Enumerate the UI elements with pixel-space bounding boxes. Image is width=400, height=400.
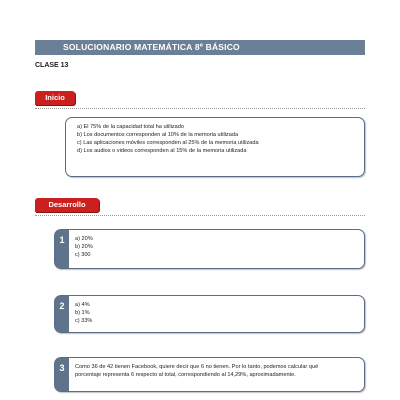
- question-box-1: [54, 229, 365, 269]
- section-divider: [35, 108, 365, 109]
- question-answers: [75, 301, 92, 325]
- question-answers: [75, 363, 345, 379]
- page-title: SOLUCIONARIO MATEMÁTICA 8º BÁSICO: [35, 40, 365, 55]
- answer-line: a) 4%: [75, 302, 90, 308]
- answer-line: b) Los documentos corresponden al 10% de la memoria utilizada: [77, 132, 239, 138]
- class-label: CLASE 13: [35, 62, 69, 69]
- question-number-badge: 2: [55, 296, 69, 332]
- answer-line: a) El 75% de la capacidad total ha utilizado: [77, 124, 184, 130]
- section-tag-desarrollo: Desarrollo: [35, 198, 99, 212]
- answer-line: d) Los audios o videos corresponden al 15% de la memoria utilizada: [77, 148, 247, 154]
- question-number-badge: 3: [55, 358, 69, 391]
- inicio-answer-box: [65, 117, 365, 177]
- answer-line: b) 1%: [75, 310, 90, 316]
- question-answers: [75, 235, 93, 259]
- section-divider: [35, 215, 365, 216]
- answer-line: b) 20%: [75, 244, 93, 250]
- answer-line: c) Las aplicaciones móviles corresponden al 25% de la memoria utilizada: [77, 140, 259, 146]
- section-tag-inicio: Inicio: [35, 91, 75, 105]
- answer-line: a) 20%: [75, 236, 93, 242]
- question-number-badge: 1: [55, 230, 69, 268]
- answer-paragraph: Como 36 de 42 tienen Facebook, quiere decir que 6 no tienen. Por lo tanto, podemos calcular qué porcentaje representa 6 respecto al total, correspondiendo al 14,29%, aproximadamente.: [75, 364, 319, 378]
- question-box-2: [54, 295, 365, 333]
- answer-line: c) 33%: [75, 318, 93, 324]
- answer-line: c) 300: [75, 252, 91, 258]
- question-box-3: [54, 357, 365, 392]
